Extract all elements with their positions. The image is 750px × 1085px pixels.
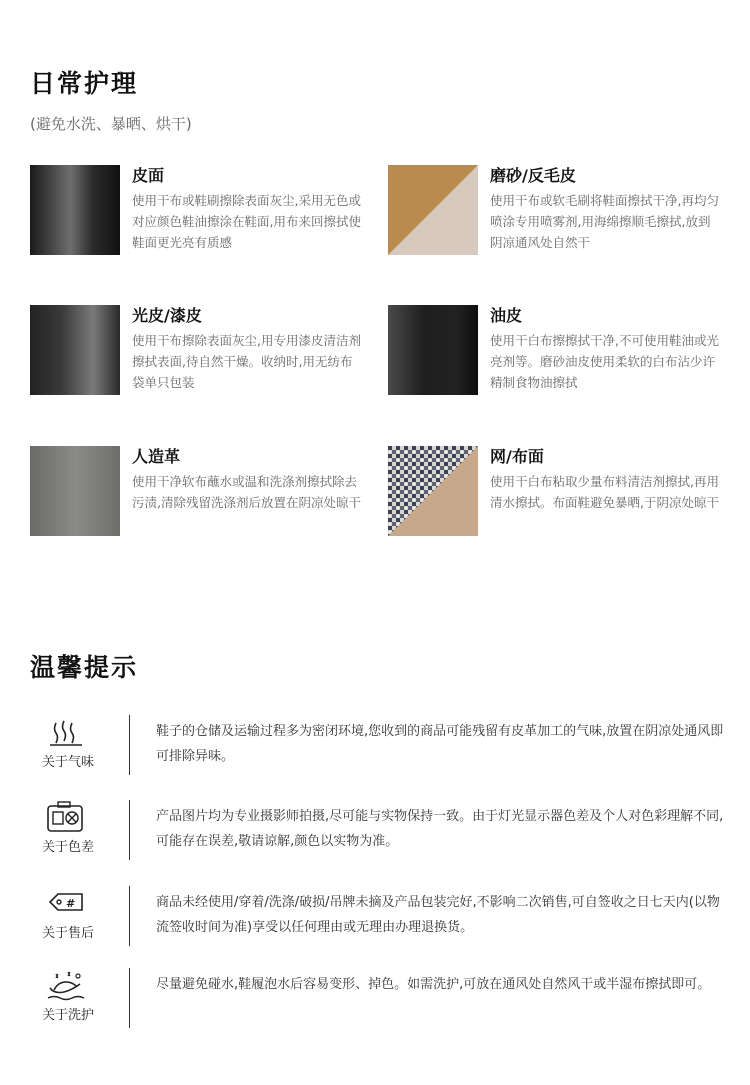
tip-wash [30,968,730,1030]
tips-title: 温馨提示 [30,653,139,682]
daily-care-subtitle: (避免水洗、暴晒、烘干) [30,115,192,133]
oiled-swatch [388,305,478,395]
tip-aftersale [30,886,730,948]
tip-label: 关于色差 [41,840,94,855]
tip-text: 鞋子的仓储及运输过程多为密闭环境,您收到的商品可能残留有皮革加工的气味,放置在阴凉处通风即可排除异味。 [156,724,724,764]
tip-smell [30,715,730,777]
patent-swatch [30,305,120,395]
tip-text: 尽量避免碰水,鞋履泡水后容易变形、掉色。如需洗护,可放在通风处自然风干或半湿布擦拭即可。 [156,977,711,992]
divider [129,715,130,775]
care-item-patent [30,305,370,405]
divider [129,968,130,1028]
smell-icon [42,715,90,749]
camera-icon [42,800,90,834]
daily-care-title: 日常护理 [30,69,139,98]
care-item-fabric [388,446,728,546]
care-item-title: 磨砂/反毛皮 [490,166,576,185]
care-item-desc: 使用干布擦除表面灰尘,用专用漆皮清洁剂擦拭表面,待自然干燥。收纳时,用无纺布袋单只包装 [132,333,361,390]
divider [129,800,130,860]
care-item-desc: 使用干白布粘取少量布料清洁剂擦拭,再用清水擦拭。布面鞋避免暴晒,于阴凉处晾干 [490,474,719,510]
svg-text:#: # [66,897,76,910]
divider [129,886,130,946]
care-item-leather [30,165,370,265]
tip-text: 产品图片均为专业摄影师拍摄,尽可能与实物保持一致。由于灯光显示器色差及个人对色彩理解不同,可能存在误差,敬请谅解,颜色以实物为准。 [156,809,724,849]
care-item-desc: 使用干净软布蘸水或温和洗涤剂擦拭除去污渍,清除残留洗涤剂后放置在阴凉处晾干 [132,474,361,510]
suede-swatch [388,165,478,255]
tag-icon [42,886,90,920]
tip-label: 关于洗护 [41,1008,94,1023]
care-item-oiled [388,305,728,405]
care-item-title: 皮面 [132,166,165,185]
care-item-suede [388,165,728,265]
tip-color [30,800,730,862]
leather-swatch [30,165,120,255]
tip-label: 关于售后 [41,926,94,941]
wash-icon [42,968,90,1002]
care-item-title: 油皮 [490,306,523,325]
synthetic-swatch [30,446,120,536]
care-item-title: 光皮/漆皮 [132,306,202,325]
care-item-desc: 使用干白布擦擦拭干净,不可使用鞋油或光亮剂等。磨砂油皮使用柔软的白布沾少许精制食物油擦拭 [490,333,719,390]
tip-label: 关于气味 [41,755,94,770]
care-item-title: 网/布面 [490,447,544,466]
care-item-synthetic [30,446,370,546]
tip-text: 商品未经使用/穿着/洗涤/破损/吊牌未摘及产品包装完好,不影响二次销售,可自签收之日七天内(以物流签收时间为准)享受以任何理由或无理由办理退换货。 [156,895,720,935]
fabric-swatch [388,446,478,536]
care-item-desc: 使用干布或鞋刷擦除表面灰尘,采用无色或对应颜色鞋油擦涂在鞋面,用布来回擦拭使鞋面更光亮有质感 [132,193,361,250]
care-item-title: 人造革 [132,447,181,466]
care-item-desc: 使用干布或软毛刷将鞋面擦拭干净,再均匀喷涂专用喷雾剂,用海绵擦顺毛擦拭,放到阴凉通风处自然干 [490,193,719,250]
